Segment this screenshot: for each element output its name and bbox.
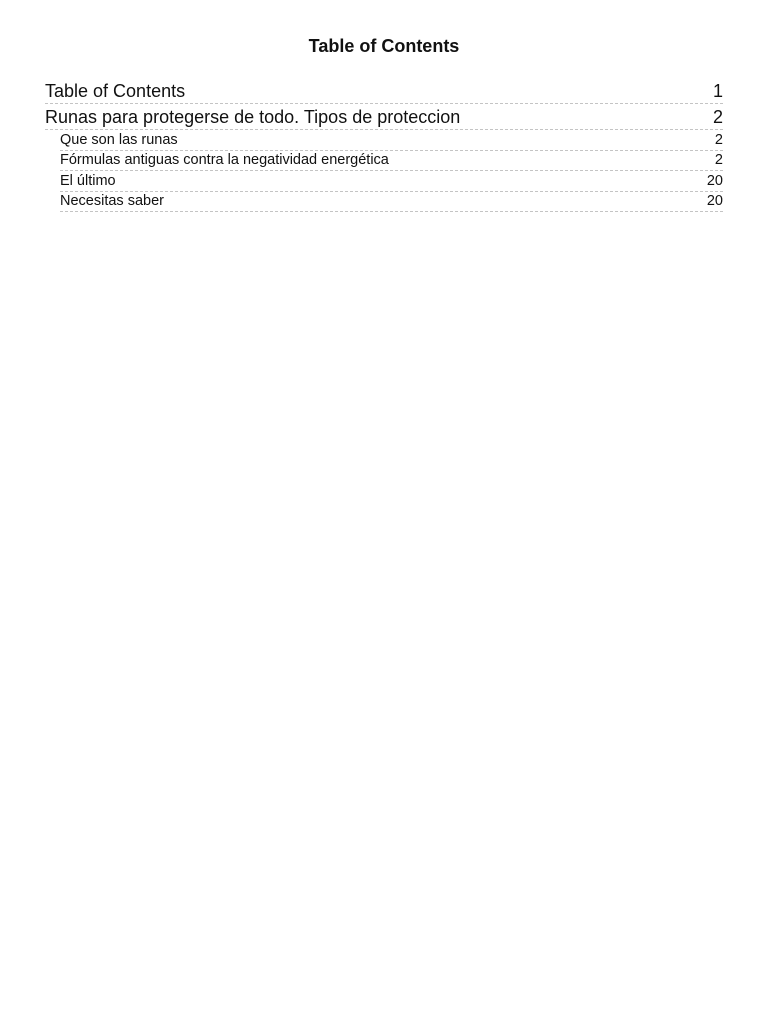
toc-list <box>0 78 768 212</box>
toc-entry-page-number: 20 <box>706 193 723 209</box>
toc-entry-title: Que son las runas <box>60 131 178 148</box>
toc-entry-title: Fórmulas antiguas contra la negatividad energética <box>60 152 389 168</box>
toc-entry-page-number: 2 <box>712 107 723 127</box>
toc-entry-necesitas-saber[interactable] <box>60 192 723 213</box>
toc-entry-title: Necesitas saber <box>60 193 164 209</box>
toc-entry-page-number: 20 <box>706 172 723 189</box>
toc-entry-page-number: 2 <box>714 152 723 168</box>
toc-entry-page-number: 1 <box>712 81 723 101</box>
toc-entry-title: El último <box>60 172 116 189</box>
toc-entry-page-number: 2 <box>714 131 723 148</box>
toc-entry-table-of-contents[interactable] <box>45 78 723 104</box>
toc-heading: Table of Contents <box>308 36 460 56</box>
toc-entry-title: Table of Contents <box>45 81 186 101</box>
toc-entry-el-ultimo[interactable] <box>60 171 723 192</box>
toc-entry-runas-para-protegerse[interactable] <box>45 104 723 130</box>
toc-entry-formulas-antiguas[interactable] <box>60 151 723 172</box>
toc-entry-que-son-las-runas[interactable] <box>60 130 723 151</box>
toc-entry-title: Runas para protegerse de todo. Tipos de proteccion <box>45 107 461 127</box>
